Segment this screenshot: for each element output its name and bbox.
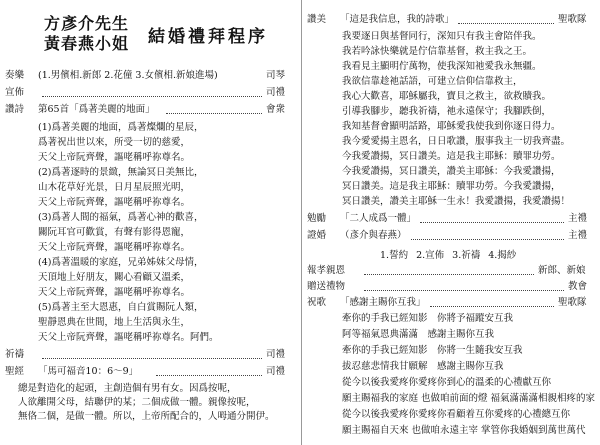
program-content: 「這是我信息，我的詩歌」 [340, 14, 455, 25]
hymn-verse-line: 天頂地上好朋友，關心看顧又溫柔， [38, 272, 191, 283]
praise-song-line: 冥日讚美，讚美主耶穌一生永！我愛讚揚，我愛讚揚！ [342, 196, 571, 207]
program-content: （彥介與春燕） [340, 230, 407, 241]
program-leader: 司禮 [266, 366, 286, 377]
hymn-verse-line: (4)爲著溫暖的家庭，兄弟姊妹父母情， [38, 257, 204, 268]
dotted-leader [430, 306, 555, 307]
blessing-song-line: 阿等福氣恩典滿滿 感謝主賜你互我 [342, 329, 495, 340]
program-leader: 司禮 [266, 349, 286, 360]
program-leader: 司琴 [266, 70, 286, 81]
scripture-line: 人欲離開父母，結聯伊的某；二個成做一體。親像按呢， [18, 397, 256, 408]
vow-steps [380, 247, 524, 261]
program-content: 「馬可福音10：6～9」 [38, 366, 139, 377]
bride-name: 黃春燕小姐 [44, 34, 130, 53]
right-page [301, 0, 600, 445]
groom-name: 方彥介先生 [44, 14, 130, 33]
praise-song-line: 我欲信靠趁祂話語，可建立信仰信靠救主， [342, 76, 523, 87]
dotted-leader [411, 239, 565, 240]
hymn-verse-line: (1)爲著美麗的地面，爲著燦爛的星辰， [38, 122, 204, 133]
hymn-verse-line: 山木花草好光景，日月星辰照光明， [38, 182, 191, 193]
program-content: 「二人成爲一體」 [340, 213, 417, 224]
praise-song-line: 今我愛讚揚，冥日讚美。這是我主耶穌：贖罪功勞。 [342, 151, 561, 162]
blessing-song-line: 從今以後我愛疼你愛疼你看顧着互你愛疼的心禮總互你 [342, 409, 571, 420]
program-content: (1.男儐相.新郎 2.花僮 3.女儐相.新娘進場) [38, 70, 218, 81]
praise-song-line: 我心大歡喜，耶穌屬我，寶貝之救主，欲救贖我。 [342, 91, 552, 102]
hymn-verse-line: 聖靜恩典在世間，地上生活與永生， [38, 317, 191, 328]
blessing-song-line: 牽你的手我已經知影 你將一生隨我安互我 [342, 345, 523, 356]
dotted-leader [364, 290, 564, 291]
dotted-leader [458, 23, 554, 24]
program-label: 聖經 [5, 366, 25, 377]
hymn-verse-line: 天父上帝阮齊聲，謳咾稱呼祢尊名。 [38, 197, 191, 208]
program-label: 祝歌 [307, 297, 327, 308]
praise-song-line: 我若吟詠快樂就是佇信靠基督，救主我之王。 [342, 46, 533, 57]
program-leader: 教會 [568, 281, 588, 292]
program-label: 報孝親恩 [307, 265, 346, 276]
program-leader: 聖歌隊 [558, 14, 587, 25]
hymn-verse-line: (2)爲著逐時的景緻，無論冥日美無比， [38, 167, 204, 178]
dotted-leader [420, 222, 564, 223]
hymn-verse-line: (3)爲著人間的福氣，爲著心神的歡喜， [38, 212, 204, 223]
blessing-song-line: 拔忍慈悲情我甘願解 感謝主賜你互我 [342, 361, 504, 372]
praise-song-line: 我要逐日與基督同行，深知只有我主會陪伴我。 [342, 31, 542, 42]
hymn-verse-line: 天父上帝阮齊聲，謳咾稱呼祢尊名。阿們。 [38, 332, 219, 343]
program-label: 贈送禮物 [307, 281, 346, 292]
vow-step: 1.誓約 [380, 250, 409, 261]
praise-song-line: 今我愛讚揚，冥日讚美，讚美主耶穌：今我愛讚揚， [342, 166, 561, 177]
dotted-leader [364, 274, 534, 275]
dotted-leader [42, 96, 262, 97]
hymn-verse-line: 天父上帝阮齊聲，謳咾稱呼祢尊名。 [38, 152, 191, 163]
hymn-verse-line: 天父上帝阮齊聲，謳咾稱呼祢尊名。 [38, 287, 191, 298]
vow-step: 3.祈禱 [452, 250, 481, 261]
blessing-song-line: 願主賜福我的家庭 也做咱前面的燈 福氣滿滿滿相親相疼的家 [342, 393, 596, 404]
scripture-line: 無佫二個，是做一體。所以，上帝所配合的，人呣通分開伊。 [18, 411, 275, 422]
program-leader: 會衆 [266, 104, 286, 115]
praise-song-line: 我知基督會顯明話路，耶穌愛我使我到你逐日得力。 [342, 121, 561, 132]
blessing-song-line: 願主賜福自天來 也做咱永遠主宰 掌管你我婚姻到萬世萬代 [342, 425, 586, 436]
praise-song-line: 冥日讚美。這是我主耶穌：贖罪功勞。今我愛讚揚， [342, 181, 561, 192]
scripture-line: 總是對造化的起頭，主創造個有男有女。因爲按呢， [18, 383, 237, 394]
hymn-verse-line: (5)爲著主至大恩惠，自白賞賜阮人類， [38, 302, 204, 313]
program-title [30, 14, 280, 56]
blessing-song-line: 從今以後我愛疼你愛疼你到心的溫柔的心禮獻互你 [342, 377, 552, 388]
vow-step: 2.宣佈 [416, 250, 445, 261]
program-leader: 主禮 [568, 230, 588, 241]
hymn-verse-line: 天父上帝阮齊聲，謳咾稱呼祢尊名。 [38, 242, 191, 253]
program-leader: 主禮 [568, 213, 588, 224]
program-label: 讚美 [307, 14, 327, 25]
praise-song-line: 引導我腳步，聽我祈禱，祂永遠保守；我腳跌倒， [342, 106, 552, 117]
couple-names [44, 14, 129, 54]
program-content: 第65首「爲著美麗的地面」 [38, 104, 155, 115]
blessing-song-line: 牽你的手我已經知影 你將予福蹤安互我 [342, 313, 514, 324]
program-label: 宣佈 [5, 87, 25, 98]
program-content: 「感謝主賜你互我」 [340, 297, 426, 308]
program-label: 祈禱 [5, 349, 25, 360]
program-label: 勉勵 [307, 213, 327, 224]
ceremony-title: 結婚禮拜程序 [148, 27, 268, 47]
praise-song-line: 我看見主顯明佇萬物，使我深知祂愛我永無疆。 [342, 61, 542, 72]
program-leader: 司禮 [266, 87, 286, 98]
hymn-verse-line: 爲著祝出世以來，所受一切的慈愛， [38, 137, 191, 148]
program-label: 證婚 [307, 230, 327, 241]
program-leader: 聖歌隊 [558, 297, 587, 308]
program-label: 奏樂 [5, 70, 25, 81]
dotted-leader [42, 358, 262, 359]
hymn-verse-line: 關阮耳官可歡賞，有聲有影得恩寵， [38, 227, 191, 238]
vow-step: 4.揭紗 [488, 250, 517, 261]
dotted-leader [166, 113, 263, 114]
program-leader: 新郎、新娘 [538, 265, 586, 276]
program-label: 讚詩 [5, 104, 25, 115]
praise-song-line: 我今愛愛揚主恩名，日日歌讚，服事我主一切我齊盡。 [342, 136, 571, 147]
dotted-leader [156, 375, 262, 376]
